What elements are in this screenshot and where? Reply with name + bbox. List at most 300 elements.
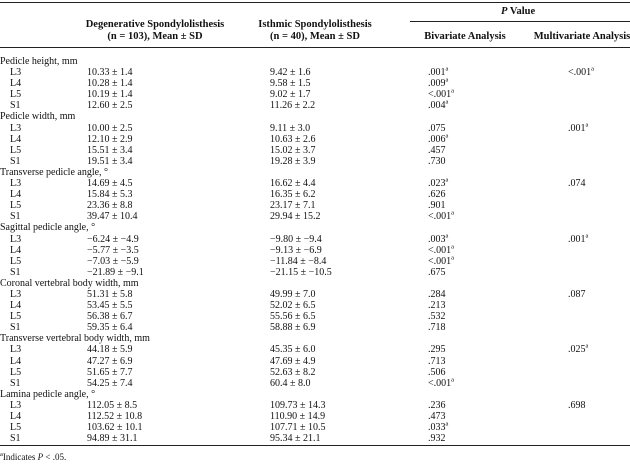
multivariate-cell <box>568 234 588 245</box>
table-row <box>0 156 630 167</box>
isthmic-cell <box>270 67 311 78</box>
table-row <box>0 267 630 278</box>
bivariate-cell-text: .003 <box>428 233 446 245</box>
table-row <box>0 178 630 189</box>
row-label-text: L5 <box>10 311 22 323</box>
row-label-text: L5 <box>10 200 22 212</box>
row-label <box>10 256 21 267</box>
table-row <box>0 78 630 89</box>
isthmic-cell <box>270 89 311 100</box>
table-row <box>0 123 630 134</box>
row-label-text: S1 <box>10 433 21 445</box>
header-bottom-rule <box>0 47 630 48</box>
row-label-text: S1 <box>10 377 21 389</box>
isthmic-cell <box>270 344 316 355</box>
bivariate-cell <box>428 300 446 311</box>
degenerative-cell <box>87 400 137 411</box>
group-header-row <box>0 389 630 400</box>
bivariate-cell-text: .001 <box>428 67 446 79</box>
row-label <box>10 89 21 100</box>
table-row <box>0 411 630 422</box>
isthmic-cell-text: 110.90 ± 14.9 <box>270 411 326 422</box>
pvalue-underline <box>410 21 630 22</box>
isthmic-cell <box>270 234 322 245</box>
degenerative-cell <box>87 189 133 200</box>
isthmic-cell-text: 9.58 ± 1.5 <box>270 78 311 90</box>
multivariate-cell-marker: a <box>585 121 589 129</box>
multivariate-cell <box>568 67 594 78</box>
degenerative-cell-text: 15.51 ± 3.4 <box>87 144 133 156</box>
multivariate-cell-text: .001 <box>568 122 586 134</box>
bivariate-cell <box>428 422 448 433</box>
isthmic-cell-text: 16.35 ± 6.2 <box>270 189 316 201</box>
bivariate-cell-text: .532 <box>428 311 446 323</box>
bivariate-cell-text: .932 <box>428 433 446 445</box>
bivariate-cell <box>428 267 446 278</box>
bivariate-cell-text: .718 <box>428 322 446 334</box>
isthmic-cell-text: 107.71 ± 10.5 <box>270 422 326 434</box>
column-header-multivariate: Multivariate Analysis <box>533 31 630 42</box>
isthmic-cell <box>270 211 321 222</box>
isthmic-cell-text: 9.11 ± 3.0 <box>270 122 311 134</box>
row-label <box>10 211 21 222</box>
table-row <box>0 422 630 433</box>
row-label <box>0 167 108 178</box>
isthmic-cell-text: 15.02 ± 3.7 <box>270 144 316 156</box>
row-label-text: L3 <box>10 178 22 190</box>
degenerative-cell <box>87 344 133 355</box>
degenerative-cell-text: −7.03 ± −5.9 <box>87 255 139 267</box>
bivariate-cell <box>428 322 446 333</box>
bivariate-cell-text: .295 <box>428 344 446 356</box>
degenerative-cell <box>87 422 143 433</box>
degenerative-cell <box>87 78 133 89</box>
bivariate-cell-text: <.001 <box>428 377 452 389</box>
row-label <box>10 156 21 167</box>
degenerative-cell <box>87 89 133 100</box>
bivariate-cell <box>428 256 454 267</box>
isthmic-cell <box>270 256 326 267</box>
isthmic-cell <box>270 156 316 167</box>
row-label <box>10 123 21 134</box>
row-label <box>10 289 21 300</box>
isthmic-cell <box>270 100 315 111</box>
bivariate-cell <box>428 189 446 200</box>
row-label <box>10 300 21 311</box>
multivariate-cell-text: .698 <box>568 399 586 411</box>
bivariate-cell-text: .626 <box>428 189 446 201</box>
row-label-text: Pedicle width, mm <box>0 111 76 123</box>
table-row <box>0 311 630 322</box>
bivariate-cell <box>428 234 448 245</box>
isthmic-cell <box>270 400 326 411</box>
row-label <box>0 56 78 67</box>
column-header-degenerative <box>60 19 250 43</box>
degenerative-cell-text: −5.77 ± −3.5 <box>87 244 139 256</box>
row-label-text: S1 <box>10 211 21 223</box>
bivariate-cell <box>428 178 448 189</box>
bivariate-cell <box>428 344 446 355</box>
row-label <box>10 78 21 89</box>
table-row <box>0 200 630 211</box>
multivariate-cell-text: .025 <box>568 344 586 356</box>
bivariate-cell-marker: a <box>445 99 449 107</box>
degenerative-cell <box>87 178 133 189</box>
bivariate-cell-text: .023 <box>428 178 446 190</box>
multivariate-cell-text: .074 <box>568 178 586 190</box>
bivariate-cell <box>428 378 454 389</box>
row-label-text: L4 <box>10 244 22 256</box>
bivariate-cell-text: .284 <box>428 288 446 300</box>
bivariate-cell-text: <.001 <box>428 255 452 267</box>
degenerative-cell <box>87 156 133 167</box>
row-label-text: L5 <box>10 144 22 156</box>
group-header-row <box>0 222 630 233</box>
row-label <box>10 200 21 211</box>
row-label-text: L4 <box>10 411 22 422</box>
table-row <box>0 67 630 78</box>
bivariate-cell-text: .236 <box>428 399 446 411</box>
table-bottom-rule <box>0 445 630 446</box>
col2-line2: (n = 40), Mean ± SD <box>270 31 360 42</box>
row-label <box>10 134 21 145</box>
footnote-prefix: Indicates <box>2 452 38 462</box>
row-label <box>0 222 95 233</box>
isthmic-cell <box>270 145 316 156</box>
bivariate-cell <box>428 123 446 134</box>
row-label <box>10 411 21 422</box>
isthmic-cell <box>270 123 310 134</box>
row-label-text: L5 <box>10 89 22 101</box>
row-label <box>10 422 21 433</box>
isthmic-cell <box>270 78 311 89</box>
degenerative-cell <box>87 322 133 333</box>
degenerative-cell <box>87 433 138 444</box>
degenerative-cell-text: 103.62 ± 10.1 <box>87 422 143 434</box>
bivariate-cell-marker: a <box>445 132 449 140</box>
degenerative-cell <box>87 123 133 134</box>
row-label <box>10 234 21 245</box>
col1-line1: Degenerative Spondylolisthesis <box>85 19 225 30</box>
multivariate-cell-text: .087 <box>568 288 586 300</box>
isthmic-cell <box>270 322 316 333</box>
bivariate-cell-text: <.001 <box>428 89 452 101</box>
row-label-text: L5 <box>10 255 22 267</box>
bivariate-cell <box>428 367 446 378</box>
degenerative-cell-text: 10.19 ± 1.4 <box>87 89 133 101</box>
isthmic-cell <box>270 300 316 311</box>
degenerative-cell <box>87 234 139 245</box>
row-label <box>10 311 21 322</box>
degenerative-cell-text: 10.33 ± 1.4 <box>87 67 133 79</box>
degenerative-cell-text: 51.31 ± 5.8 <box>87 288 133 300</box>
row-label-text: Coronal vertebral body width, mm <box>0 277 139 289</box>
bivariate-cell-marker: a <box>445 65 449 73</box>
bivariate-cell <box>428 78 448 89</box>
degenerative-cell-text: 19.51 ± 3.4 <box>87 155 133 167</box>
degenerative-cell-text: 112.52 ± 10.8 <box>87 411 143 422</box>
isthmic-cell <box>270 411 325 422</box>
table-row <box>0 89 630 100</box>
isthmic-cell-text: −9.13 ± −6.9 <box>270 244 322 256</box>
degenerative-cell <box>87 211 138 222</box>
degenerative-cell <box>87 356 133 367</box>
table-row <box>0 356 630 367</box>
row-label <box>10 100 21 111</box>
row-label-text: L4 <box>10 300 22 312</box>
row-label-text: L3 <box>10 233 22 245</box>
bivariate-cell-text: <.001 <box>428 211 452 223</box>
table-row <box>0 322 630 333</box>
isthmic-cell-text: 55.56 ± 6.5 <box>270 311 316 323</box>
bivariate-cell <box>428 89 454 100</box>
table-footnote <box>0 452 66 462</box>
isthmic-cell-text: 45.35 ± 6.0 <box>270 344 316 356</box>
row-label <box>0 278 139 289</box>
bivariate-cell-text: .006 <box>428 133 446 145</box>
bivariate-cell <box>428 211 454 222</box>
bivariate-cell-marker: a <box>445 232 449 240</box>
degenerative-cell-text: 10.28 ± 1.4 <box>87 78 133 90</box>
table-row <box>0 367 630 378</box>
multivariate-cell <box>568 178 586 189</box>
row-label-text: L4 <box>10 133 22 145</box>
row-label-text: Transverse pedicle angle, ° <box>0 166 109 178</box>
row-label <box>10 400 21 411</box>
bivariate-cell <box>428 400 446 411</box>
bivariate-cell-text: <.001 <box>428 244 452 256</box>
isthmic-cell <box>270 289 316 300</box>
table-row <box>0 234 630 245</box>
bivariate-cell-text: .009 <box>428 78 446 90</box>
row-label-text: S1 <box>10 155 21 167</box>
isthmic-cell <box>270 178 316 189</box>
isthmic-cell-text: −11.84 ± −8.4 <box>270 255 327 267</box>
degenerative-cell-text: 23.36 ± 8.8 <box>87 200 133 212</box>
isthmic-cell <box>270 245 322 256</box>
multivariate-cell <box>568 123 588 134</box>
isthmic-cell <box>270 311 316 322</box>
bivariate-cell <box>428 411 446 422</box>
degenerative-cell <box>87 378 133 389</box>
isthmic-cell-text: 9.02 ± 1.7 <box>270 89 311 101</box>
degenerative-cell-text: 94.89 ± 31.1 <box>87 433 138 445</box>
bivariate-cell-text: .675 <box>428 266 446 278</box>
degenerative-cell-text: 12.10 ± 2.9 <box>87 133 133 145</box>
degenerative-cell <box>87 67 133 78</box>
col1-line2: (n = 103), Mean ± SD <box>107 31 203 42</box>
bivariate-cell-text: .457 <box>428 144 446 156</box>
degenerative-cell-text: −6.24 ± −4.9 <box>87 233 139 245</box>
multivariate-cell-marker: a <box>591 65 595 73</box>
bivariate-cell-marker: a <box>451 209 455 217</box>
bivariate-cell-marker: a <box>451 87 455 95</box>
row-label-text: S1 <box>10 322 21 334</box>
bivariate-cell-marker: a <box>451 376 455 384</box>
isthmic-cell <box>270 189 316 200</box>
row-label-text: Lamina pedicle angle, ° <box>0 388 96 400</box>
multivariate-cell <box>568 289 586 300</box>
row-label-text: L5 <box>10 422 22 434</box>
isthmic-cell-text: 29.94 ± 15.2 <box>270 211 321 223</box>
multivariate-cell-marker: a <box>585 343 589 351</box>
degenerative-cell-text: 53.45 ± 5.5 <box>87 300 133 312</box>
isthmic-cell <box>270 134 316 145</box>
table-row <box>0 189 630 200</box>
isthmic-cell <box>270 422 326 433</box>
table-top-rule <box>0 2 630 3</box>
table-body <box>0 56 630 444</box>
column-header-isthmic <box>230 19 400 43</box>
degenerative-cell <box>87 289 133 300</box>
isthmic-cell-text: 58.88 ± 6.9 <box>270 322 316 334</box>
degenerative-cell-text: 14.69 ± 4.5 <box>87 178 133 190</box>
bivariate-cell-text: .075 <box>428 122 446 134</box>
table-row <box>0 344 630 355</box>
bivariate-cell-marker: a <box>451 243 455 251</box>
isthmic-cell-text: 9.42 ± 1.6 <box>270 67 311 79</box>
bivariate-cell-text: .901 <box>428 200 446 212</box>
row-label <box>0 389 95 400</box>
isthmic-cell-text: 10.63 ± 2.6 <box>270 133 316 145</box>
isthmic-cell-text: 52.63 ± 8.2 <box>270 366 316 378</box>
bivariate-cell-text: .730 <box>428 155 446 167</box>
row-label-text: L5 <box>10 366 22 378</box>
isthmic-cell <box>270 356 316 367</box>
row-label-text: L4 <box>10 355 22 367</box>
degenerative-cell <box>87 267 144 278</box>
degenerative-cell-text: 12.60 ± 2.5 <box>87 100 133 112</box>
table-row <box>0 145 630 156</box>
isthmic-cell-text: 11.26 ± 2.2 <box>270 100 316 112</box>
isthmic-cell-text: 49.99 ± 7.0 <box>270 288 316 300</box>
row-label <box>10 67 21 78</box>
row-label <box>10 189 21 200</box>
row-label <box>10 344 21 355</box>
row-label <box>10 356 21 367</box>
group-header-row <box>0 278 630 289</box>
degenerative-cell <box>87 300 133 311</box>
degenerative-cell-text: 51.65 ± 7.7 <box>87 366 133 378</box>
isthmic-cell-text: −21.15 ± −10.5 <box>270 266 332 278</box>
degenerative-cell <box>87 256 139 267</box>
bivariate-cell <box>428 145 446 156</box>
row-label <box>10 178 21 189</box>
footnote-marker: a <box>0 451 3 458</box>
degenerative-cell-text: 56.38 ± 6.7 <box>87 311 133 323</box>
row-label-text: L4 <box>10 78 22 90</box>
bivariate-cell-text: .004 <box>428 100 446 112</box>
bivariate-cell <box>428 200 446 211</box>
degenerative-cell-text: 44.18 ± 5.9 <box>87 344 133 356</box>
row-label <box>10 433 21 444</box>
table-row <box>0 134 630 145</box>
bivariate-cell-text: .213 <box>428 300 446 312</box>
row-label <box>10 367 21 378</box>
isthmic-cell <box>270 378 311 389</box>
degenerative-cell <box>87 245 139 256</box>
row-label-text: Pedicle height, mm <box>0 56 78 67</box>
row-label-text: Transverse vertebral body width, mm <box>0 333 150 345</box>
bivariate-cell-marker: a <box>445 76 449 84</box>
footnote-p: P <box>37 452 44 462</box>
table-row <box>0 256 630 267</box>
bivariate-cell <box>428 289 446 300</box>
row-label-text: L3 <box>10 122 22 134</box>
multivariate-cell <box>568 344 588 355</box>
row-label-text: Sagittal pedicle angle, ° <box>0 222 96 234</box>
pvalue-word: Value <box>509 6 536 17</box>
multivariate-cell-text: .001 <box>568 233 586 245</box>
pvalue-letter: P <box>501 6 508 17</box>
degenerative-cell-text: 54.25 ± 7.4 <box>87 377 133 389</box>
table-row <box>0 211 630 222</box>
bivariate-cell-marker: a <box>451 254 455 262</box>
degenerative-cell-text: 112.05 ± 8.5 <box>87 399 138 411</box>
row-label <box>10 145 21 156</box>
row-label <box>0 111 75 122</box>
bivariate-cell <box>428 100 448 111</box>
pvalue-group-header <box>501 6 535 18</box>
col2-line1: Isthmic Spondylolisthesis <box>258 19 372 30</box>
row-label-text: L3 <box>10 67 22 79</box>
row-label <box>10 245 21 256</box>
isthmic-cell-text: 16.62 ± 4.4 <box>270 178 316 190</box>
bivariate-cell-text: .033 <box>428 422 446 434</box>
group-header-row <box>0 333 630 344</box>
degenerative-cell <box>87 411 142 422</box>
group-header-row <box>0 56 630 67</box>
column-header-bivariate: Bivariate Analysis <box>424 31 506 42</box>
bivariate-cell-text: .713 <box>428 355 446 367</box>
degenerative-cell <box>87 134 133 145</box>
multivariate-cell-marker: a <box>585 232 589 240</box>
isthmic-cell-text: 47.69 ± 4.9 <box>270 355 316 367</box>
row-label-text: S1 <box>10 266 21 278</box>
degenerative-cell <box>87 367 133 378</box>
degenerative-cell-text: 59.35 ± 6.4 <box>87 322 133 334</box>
bivariate-cell <box>428 156 446 167</box>
isthmic-cell-text: 23.17 ± 7.1 <box>270 200 316 212</box>
table-row <box>0 300 630 311</box>
bivariate-cell <box>428 433 446 444</box>
degenerative-cell-text: 15.84 ± 5.3 <box>87 189 133 201</box>
degenerative-cell-text: 39.47 ± 10.4 <box>87 211 138 223</box>
row-label-text: L4 <box>10 189 22 201</box>
group-header-row <box>0 167 630 178</box>
degenerative-cell <box>87 311 133 322</box>
table-row <box>0 289 630 300</box>
bivariate-cell-marker: a <box>445 420 449 428</box>
isthmic-cell <box>270 267 332 278</box>
table-row <box>0 378 630 389</box>
isthmic-cell-text: 19.28 ± 3.9 <box>270 155 316 167</box>
isthmic-cell-text: 109.73 ± 14.3 <box>270 399 326 411</box>
bivariate-cell-text: .506 <box>428 366 446 378</box>
degenerative-cell <box>87 200 133 211</box>
row-label-text: L3 <box>10 344 22 356</box>
isthmic-cell <box>270 367 316 378</box>
row-label <box>10 378 21 389</box>
bivariate-cell-marker: a <box>445 176 449 184</box>
row-label-text: S1 <box>10 100 21 112</box>
isthmic-cell-text: −9.80 ± −9.4 <box>270 233 322 245</box>
degenerative-cell <box>87 145 133 156</box>
bivariate-cell-text: .473 <box>428 411 446 422</box>
multivariate-cell <box>568 400 586 411</box>
table-row <box>0 245 630 256</box>
group-header-row <box>0 111 630 122</box>
